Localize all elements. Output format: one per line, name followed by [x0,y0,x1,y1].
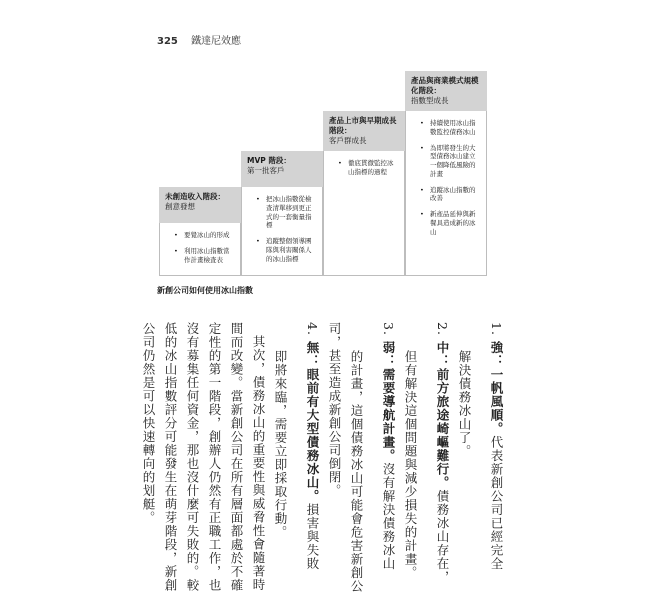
stage-3-title: 產品上市與早期成長階段： [329,116,397,135]
stage-4 [405,71,487,276]
stage-1-item: • 利用冰山指數當作計畫檢査表 [174,247,234,265]
item-lead: 無：眼前有大型債務冰山。 [305,340,320,503]
stage-2-body [241,187,323,276]
stage-1-item: • 要覺冰山的形成 [174,231,234,240]
figure-caption: 新創公司如何使用冰山指數 [157,286,253,295]
item-body: 沒有解決債務冰山 [381,462,396,571]
list-item-4-cont: 即將來臨，需要立即採取行動。 [273,349,288,539]
book-title: 鐵達尼效應 [191,36,242,47]
stage-2-item: • 把冰山指數從檢查清單移到更正式的一套衡量指標 [256,195,316,230]
stage-1-subtitle: 創意發想 [165,201,195,211]
list-item-1 [485,322,507,594]
stage-4-header [405,71,487,111]
item-body: 債務冰山存在， [435,489,450,584]
item-body: 損害與失敗 [305,502,320,571]
stage-4-item: • 為即將發生的大型債務冰山建立一個降低風險的計畫 [420,144,480,179]
stage-3-body [323,151,405,276]
stage-2 [241,151,323,276]
list-item-2 [431,322,453,594]
item-number: 3. [381,322,396,336]
stage-4-body [405,111,487,276]
list-item-3 [377,322,399,594]
stage-4-title: 產品與商業模式規模化階段： [411,76,479,95]
item-number: 2. [435,322,450,336]
item-lead: 中：前方旅途崎嶇難行。 [435,340,450,490]
stage-4-item: • 新產品延伸與新餐具造成新的冰山 [420,210,480,236]
item-lead: 強：一帆風順。 [489,340,504,436]
stage-1 [159,187,241,276]
stage-2-title: MVP 階段： [247,156,291,165]
list-item-3-cont: 的計畫，這個債務冰山可能會危害新創公司，甚至造成新創公司倒閉。 [327,322,364,593]
stage-2-subtitle: 第一批客戶 [247,165,285,175]
stage-2-item: • 追蹤整個領導團隊與利害關係人的冰山指標 [256,237,316,263]
body-paragraph: 其次，債務冰山的重要性與威脅性會隨著時間而改變。當新創公司在所有層面都處於不確定性的第一階段，創辦人仍然有正職工作，也沒有募集任何資金，那也沒什麼可失敗的。較低的冰山指數評分可能發生在萌芽階段，新創公司仍然是可以快速轉向的划艇。 [141,322,266,592]
item-number: 1. [489,322,504,336]
page-header [157,32,241,47]
stage-3-header [323,111,405,151]
stage-4-subtitle: 指數型成長 [411,95,449,105]
list-item-2-cont: 但有解決這個問題與減少損失的計畫。 [403,349,418,579]
stage-2-header [241,151,323,187]
item-body: 代表新創公司已經完全 [489,435,504,571]
stage-1-title: 未創造收入階段： [165,192,225,201]
stage-3 [323,111,405,276]
page-number: 325 [157,36,178,47]
list-item-4 [301,322,323,594]
body-text [137,322,507,594]
stage-4-item: • 持續使用冰山指數監控債務冰山 [420,119,480,137]
list-item-1-cont: 解決債務冰山了。 [457,349,472,458]
item-number: 4. [305,322,320,336]
stage-4-item: • 追蹤冰山指數的改善 [420,186,480,204]
stage-3-subtitle: 客戶群成長 [329,135,367,145]
stage-3-item: • 徹底貫徹監控冰山指標的過程 [338,159,398,177]
stage-1-header [159,187,241,223]
item-lead: 弱：需要導航計畫。 [381,340,396,463]
stage-1-body [159,223,241,276]
